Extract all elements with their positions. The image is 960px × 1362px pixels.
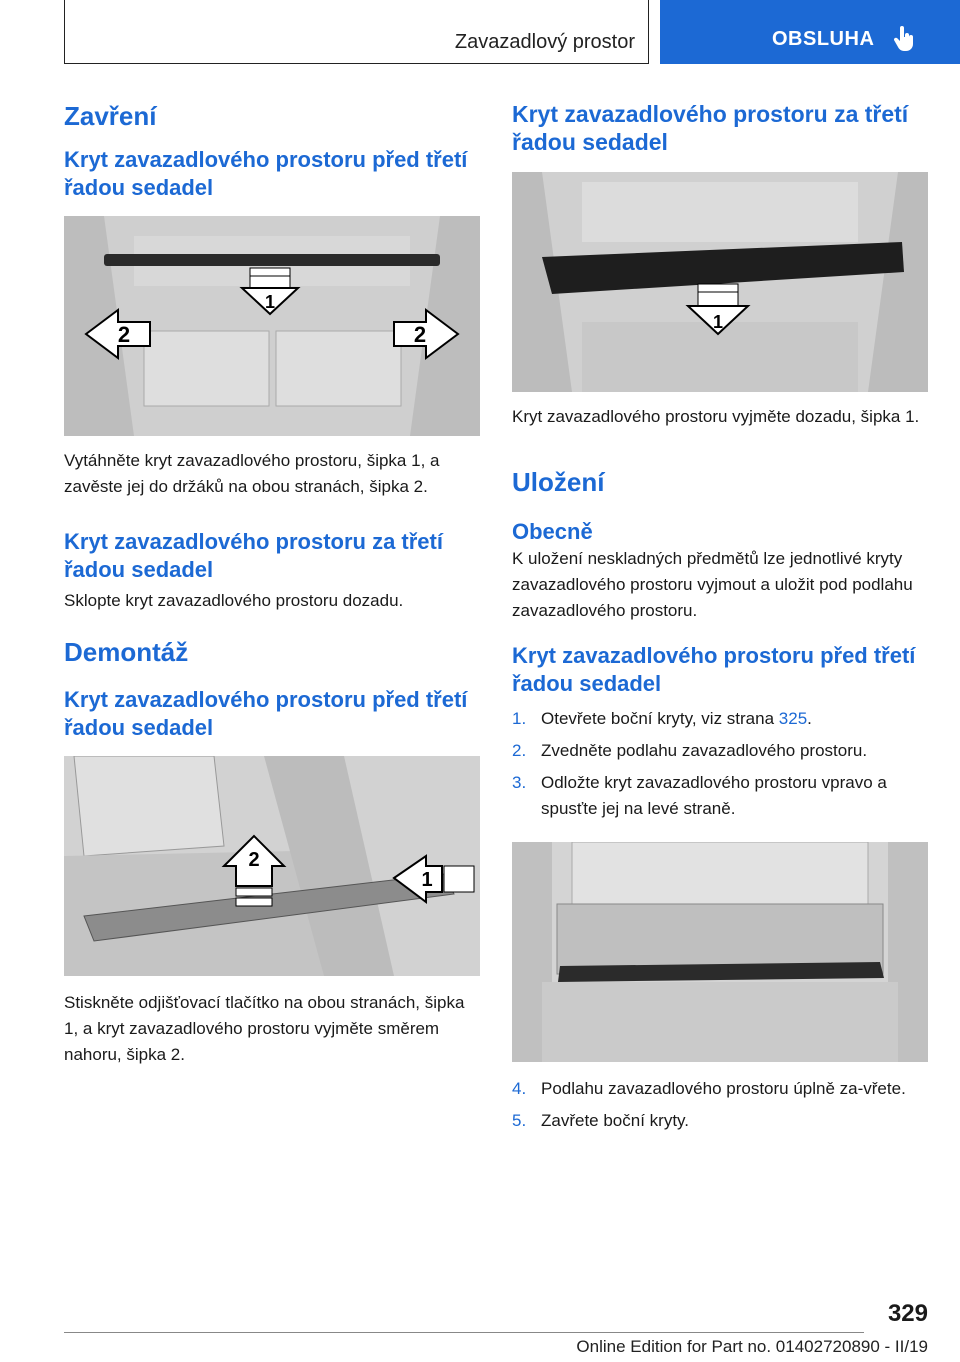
right-column [512, 100, 928, 1134]
step-text: Podlahu zavazadlového prostoru úplně za‐vřete. [541, 1079, 906, 1098]
step-text-end: . [807, 709, 812, 728]
list-item [512, 1108, 928, 1134]
subheading-general: Obecně [512, 519, 593, 544]
chapter-tab-label: OBSLUHA [772, 28, 875, 50]
fig2-callout-1: 1 [421, 869, 433, 891]
step-text: Otevřete boční kryty, viz strana [541, 709, 779, 728]
figure-cover-remove-back [512, 172, 928, 392]
paragraph-general: K uložení neskladných předmětů lze jednotlivé kryty zavazadlového prostoru vyjmout a uložit pod podlahu zavazadlového prostoru. [512, 549, 913, 620]
steps-list-a [512, 706, 928, 822]
fig2-callout-2: 2 [248, 849, 260, 871]
edition-footer: Online Edition for Part no. 01402720890 - II/19 [576, 1337, 928, 1356]
step-number: 4. [512, 1079, 527, 1098]
section-title: Zavazadlový prostor [454, 31, 635, 53]
step-number: 1. [512, 709, 527, 728]
step-text: Zavřete boční kryty. [541, 1111, 690, 1130]
list-item [512, 738, 928, 764]
page-reference-link[interactable]: 325 [778, 709, 808, 728]
subheading-cover-rear-removal: Kryt zavazadlového prostoru za třetí řadou sedadel [512, 101, 909, 155]
fig3-callout-1: 1 [712, 312, 724, 332]
figure-cover-release [64, 756, 480, 976]
subheading-removal-front: Kryt zavazadlového prostoru před třetí řadou sedadel [64, 687, 468, 740]
page-number: 329 [887, 1300, 928, 1327]
list-item [512, 770, 928, 822]
list-item [512, 706, 928, 732]
list-item [512, 1076, 928, 1102]
heading-close: Zavření [64, 101, 157, 131]
subheading-store-front: Kryt zavazadlového prostoru před třetí řadou sedadel [512, 643, 916, 696]
heading-storage: Uložení [512, 467, 605, 497]
chapter-tab[interactable] [660, 0, 960, 64]
footer-divider [64, 1332, 864, 1333]
fig1-callout-1: 1 [264, 292, 276, 312]
fig1-callout-2a: 2 [117, 322, 131, 347]
step-number: 2. [512, 741, 527, 760]
figure-cover-pull-out [64, 216, 480, 436]
paragraph-remove-back: Kryt zavazadlového prostoru vyjměte dozadu, šipka 1. [512, 407, 920, 426]
subheading-cover-rear: Kryt zavazadlového prostoru za třetí řadou sedadel [64, 529, 443, 582]
heading-removal: Demontáž [64, 637, 189, 667]
fig1-callout-2b: 2 [413, 322, 427, 347]
steps-list-b [512, 1076, 928, 1134]
left-column [64, 100, 480, 1068]
figure-cover-stowed [512, 842, 928, 1062]
step-number: 3. [512, 773, 527, 792]
paragraph-fold: Sklopte kryt zavazadlového prostoru dozadu. [64, 591, 404, 610]
paragraph-pull-out: Vytáhněte kryt zavazadlového prostoru, šipka 1, a zavěste jej do držáků na obou stranách, šipka 2. [64, 451, 440, 496]
step-number: 5. [512, 1111, 527, 1130]
step-text: Odložte kryt zavazadlového prostoru vpravo a spusťte jej na levé straně. [541, 773, 887, 818]
subheading-cover-front: Kryt zavazadlového prostoru před třetí řadou sedadel [64, 147, 468, 200]
paragraph-release: Stiskněte odjišťovací tlačítko na obou stranách, šipka 1, a kryt zavazadlového prostoru vyjměte směrem nahoru, šipka 2. [64, 993, 465, 1064]
step-text: Zvedněte podlahu zavazadlového prostoru. [541, 741, 868, 760]
pointing-hand-icon [894, 26, 916, 52]
